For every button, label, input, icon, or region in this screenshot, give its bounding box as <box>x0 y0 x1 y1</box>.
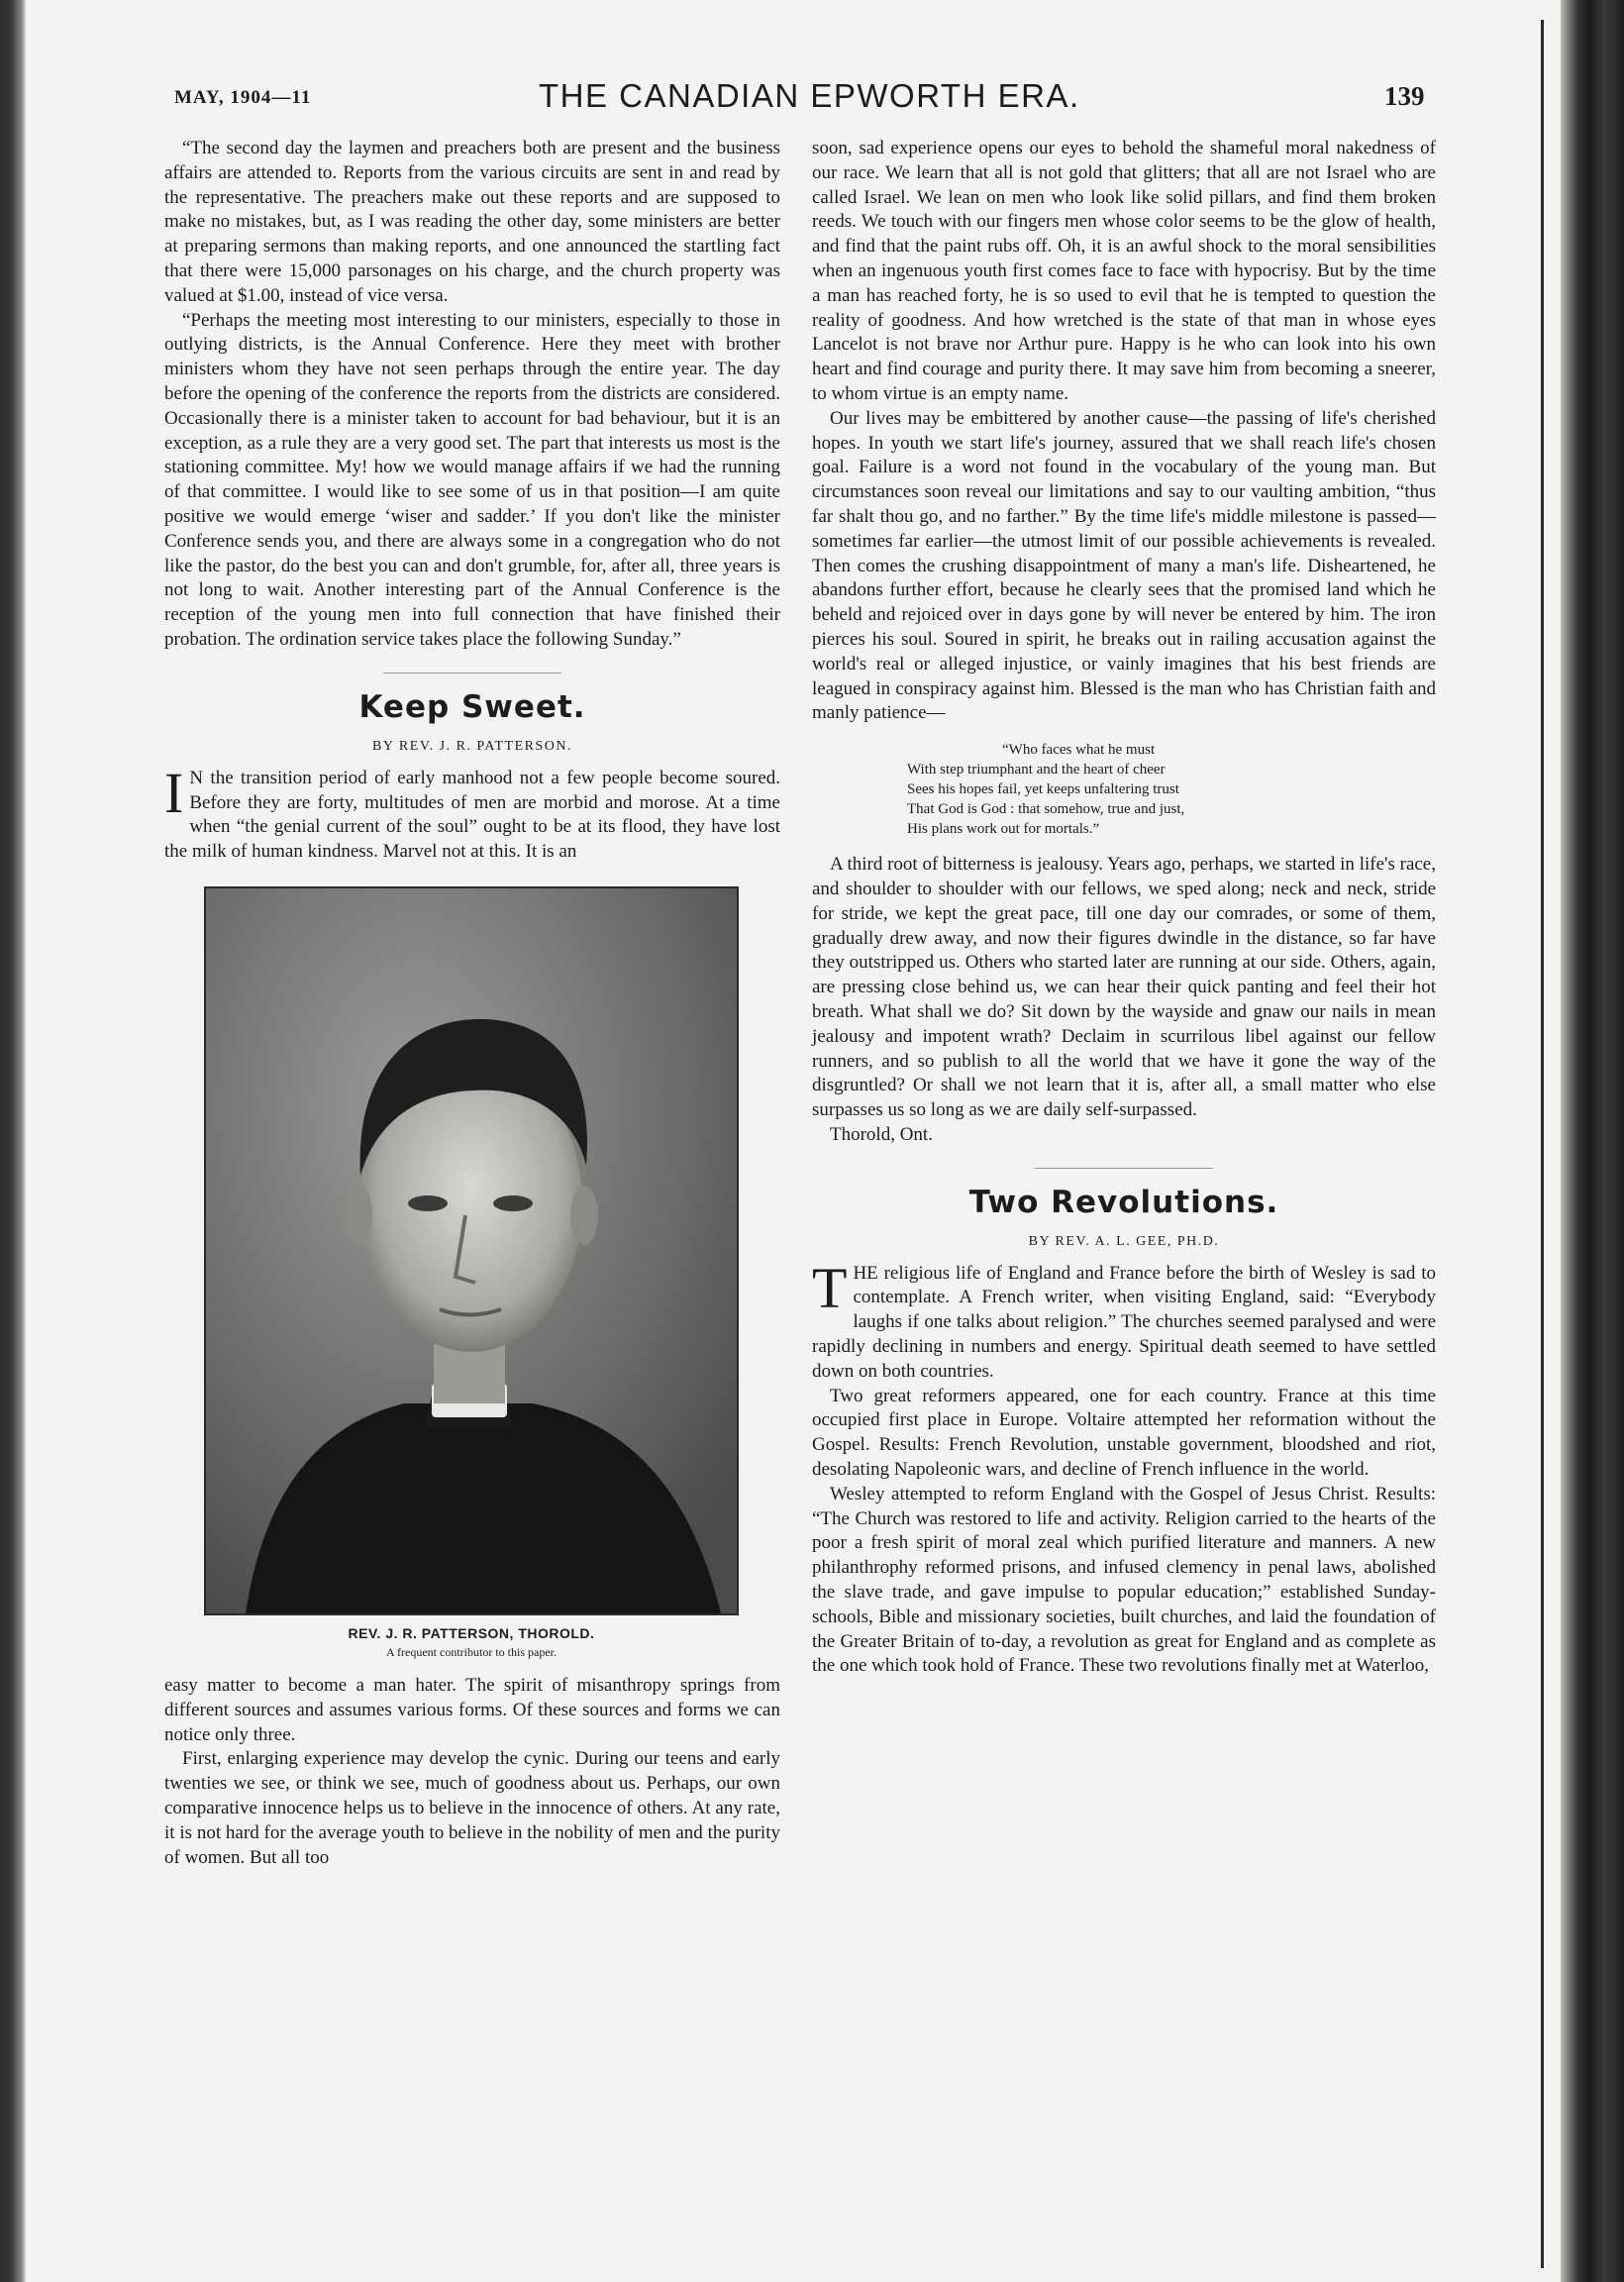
poem-line: That God is God : that somehow, true and just, <box>907 801 1185 818</box>
photo-caption: REV. J. R. PATTERSON, THOROLD. <box>348 1624 595 1641</box>
article-title-two-revolutions: Two Revolutions. <box>968 1184 1279 1220</box>
article-title-keep-sweet: Keep Sweet. <box>358 688 586 725</box>
opening-text: N the transition period of early manhood not a few people become soured. Before they are forty, multitudes of men are morbid and morose. At a time when “the genial current of the soul” ought to be at its flood, they have lost the milk of human kindness. Marvel not at this. It is an <box>164 767 780 863</box>
book-binding-edge <box>1561 0 1624 2282</box>
article-paragraph: A third root of bitterness is jealousy. Years ago, perhaps, we started in life's race, and shoulder to shoulder with our fellows, we sped along; neck and neck, stride for stride, we kept the great pace, till one day our comrades, or some of them, gradually drew away, and now their figures dwindle in the distance, so far have they outstripped us. Others who started later are running at our side. Others, again, are pressing close behind us, we can hear their quick panting and feel their hot breath. What shall we do? Sit down by the wayside and gnaw our nails in mean jealousy and impotent wrath? Declaim in scurrilous libel against our fellow runners, and so publish to all the world that we have it gone the way of the disgruntled? Or shall we not learn that it is, after all, a small matter who else surpasses us so long as we are daily self-surpassed. <box>812 854 1436 1121</box>
issue-date: MAY, 1904—11 <box>174 87 312 108</box>
article-paragraph: Wesley attempted to reform England with the Gospel of Jesus Christ. Results: “The Church was restored to life and activity. Religion carried to the hearts of the poor a fresh spirit of moral zeal which purified literature and manners. A new philanthrophy reformed prisons, and infused clemency in penal laws, abolished the slave trade, and gave impulse to popular education;” established Sunday-schools, Bible and missionary societies, built churches, and laid the foundation of the Greater Britain of to-day, a revolution as great for England and as complete as the one which took hold of France. These two revolutions finally met at Waterloo, <box>812 1483 1436 1677</box>
portrait-figure <box>204 886 739 1660</box>
article-opening <box>164 760 780 865</box>
magazine-title: THE CANADIAN EPWORTH ERA. <box>539 77 1080 114</box>
right-column <box>812 137 1436 1679</box>
article-paragraph: easy matter to become a man hater. The spirit of misanthropy springs from different sources and assumes various forms. Of these sources and forms we can notice only three. <box>164 1674 780 1745</box>
photo-subcaption: A frequent contributor to this paper. <box>386 1644 557 1659</box>
running-header <box>174 77 1462 117</box>
opening-text: HE religious life of England and France before the birth of Wesley is sad to contemplate. A French writer, when visiting England, said: “Everybody laughs if one talks about religion.” The churches seemed paralysed and were rapidly declining in numbers and energy. Spiritual death seemed to have settled down on both countries. <box>812 1262 1436 1382</box>
article-paragraph: soon, sad experience opens our eyes to behold the shameful moral nakedness of our race. We learn that all is not gold that glitters; that all are not Israel who are called Israel. We lean on men who look like solid pillars, and find them broken reeds. We touch with our fingers men whose color seems to be the glow of health, and find that the paint rubs off. Oh, it is an awful shock to the moral sensibilities when an ingenuous youth first comes face to face with hypocrisy. But by the time a man has reached forty, he is so used to evil that he is tempted to question the reality of goodness. And how wretched is the state of that man in whose eyes Lancelot is not brave nor Arthur pure. Happy is he who can look into his own heart and find courage and purity there. It may save him from becoming a sneerer, to whom virtue is an empty name. <box>812 138 1436 404</box>
article-byline: BY REV. J. R. PATTERSON. <box>372 738 572 754</box>
poem-line: His plans work out for mortals.” <box>907 821 1100 838</box>
section-divider <box>1035 1168 1213 1169</box>
article-signoff: Thorold, Ont. <box>830 1123 933 1145</box>
portrait-photo <box>204 886 739 1615</box>
book-gutter <box>0 0 26 2282</box>
section-divider <box>383 673 561 674</box>
poem-line: Sees his hopes fail, yet keeps unfaltering trust <box>907 781 1179 798</box>
portrait-image <box>206 888 737 1613</box>
article-byline: BY REV. A. L. GEE, PH.D. <box>1028 1233 1220 1249</box>
left-column <box>164 137 780 1870</box>
poem-line: “Who faces what he must <box>1002 742 1156 759</box>
poem-line: With step triumphant and the heart of cheer <box>907 762 1166 778</box>
intro-paragraph: “Perhaps the meeting most interesting to our ministers, especially to those in outlying districts, is the Annual Conference. Here they meet with brother ministers whom they have not seen perhaps through the entire year. The day before the opening of the conference the reports from the districts are considered. Occasionally there is a minister taken to account for bad behaviour, but it is an exception, as a rule they are a very good set. The part that interests us most is the stationing committee. My! how we would manage affairs if we had the running of that committee. I would like to see some of us in that position—I am quite positive we would emerge ‘wiser and sadder.’ If you don't like the minister Conference sends you, and there are always some in a congregation who do not like the pastor, do the best you can and don't grumble, for, after all, three years is not long to wait. Another interesting part of the Annual Conference is the reception of the young men into full connection that have finished their probation. The ordination service takes place the following Sunday.” <box>164 309 780 650</box>
article-opening <box>812 1255 1436 1385</box>
page-number: 139 <box>1384 81 1425 111</box>
drop-cap: I <box>164 760 184 825</box>
article-paragraph: First, enlarging experience may develop the cynic. During our teens and early twenties we see, or think we see, much of goodness about us. Perhaps, our own comparative innocence helps us to believe in the innocence of others. At any rate, it is not hard for the average youth to believe in the nobility of men and the purity of women. But all too <box>164 1748 780 1868</box>
drop-cap: T <box>812 1255 848 1320</box>
article-paragraph: Two great reformers appeared, one for each country. France at this time occupied first place in Europe. Voltaire attempted her reformation without the Gospel. Results: French Revolution, unstable government, bloodshed and riot, desolating Napoleonic wars, and decline of French influence in the world. <box>812 1385 1436 1481</box>
article-paragraph: Our lives may be embittered by another cause—the passing of life's cherished hopes. In youth we start life's journey, assured that we shall reach life's chosen goal. Failure is a word not found in the vocabulary of the young man. But circumstances soon reveal our limitations and say to our vaulting ambition, “thus far shalt thou go, and no farther.” By the time life's middle milestone is passed—sometimes far earlier—the utmost limit of our possible achievements is revealed. Then comes the crushing disappointment of many a man's life. Disheartened, he abandons further effort, because he clearly sees that the promised land which he beheld and rejoiced over in days gone by will never be entered by him. The iron pierces his soul. Soured in spirit, he breaks out in railing accusation against the world's real or alleged injustice, or vainly imagines that his best friends are leagued in conspiracy against him. Blessed is the man who has Christian faith and manly patience— <box>812 407 1436 724</box>
poem-quote <box>907 740 1436 839</box>
intro-paragraph: “The second day the laymen and preachers both are present and the business affairs are attended to. Reports from the various circuits are sent in and read by the representative. The preachers make out these reports and are supposed to make no mistakes, but, as I was reading the other day, some ministers are better at preparing sermons than making reports, and one announced the startling fact that there were 15,000 parsonages on his charge, and the church property was valued at $1.00, instead of vice versa. <box>164 138 780 306</box>
page-edge-line <box>1541 20 1544 2268</box>
